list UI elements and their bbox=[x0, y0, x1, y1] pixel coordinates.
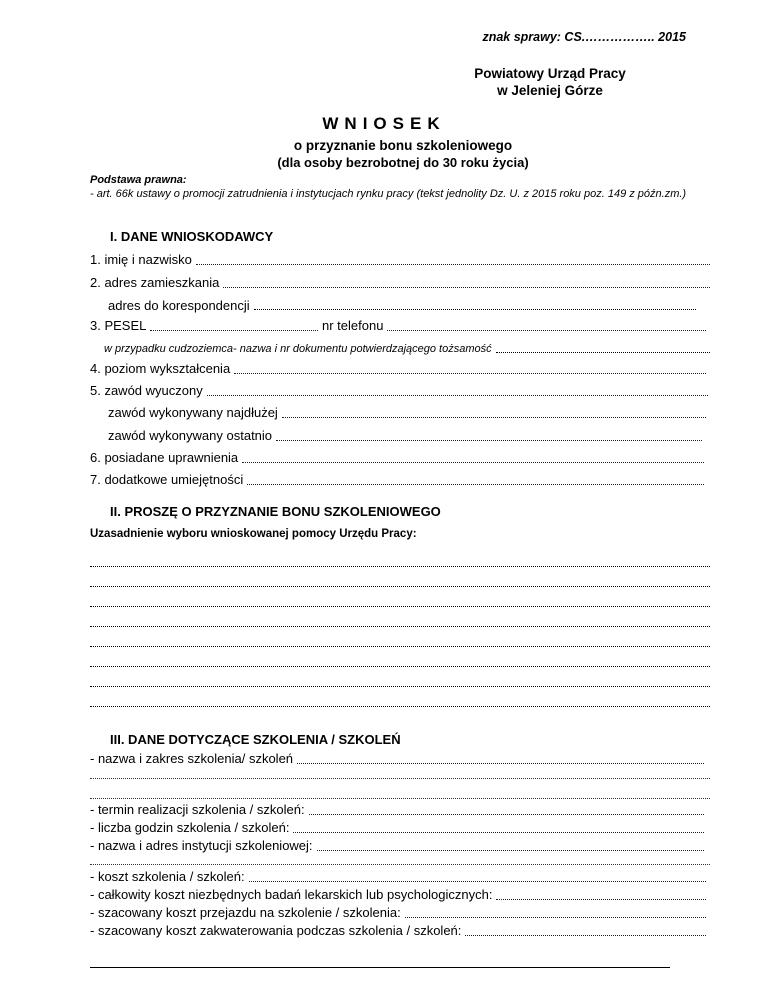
profession-field[interactable] bbox=[90, 383, 708, 399]
section-1-heading: I. DANE WNIOSKODAWCY bbox=[110, 229, 274, 244]
foreigner-id-label: w przypadku cudzoziemca- nazwa i nr dokumentu potwierdzającego tożsamość bbox=[104, 343, 492, 355]
footer-rule bbox=[90, 967, 670, 968]
training-name-label: - nazwa i zakres szkolenia/ szkoleń bbox=[90, 751, 294, 766]
legal-basis bbox=[90, 173, 715, 201]
office-line-1: Powiatowy Urząd Pracy bbox=[474, 66, 626, 81]
justification-line[interactable] bbox=[90, 706, 710, 707]
correspondence-field[interactable] bbox=[108, 298, 696, 314]
legal-basis-text: - art. 66k ustawy o promocji zatrudnienia i instytucjach rynku pracy (tekst jednolity Dz. U. z 2015 roku poz. 149 z późn.zm.) bbox=[90, 188, 687, 200]
form-subtitle: o przyznanie bonu szkoleniowego bbox=[293, 138, 513, 153]
last-job-field[interactable] bbox=[108, 428, 702, 444]
correspondence-label: adres do korespondencji bbox=[108, 298, 250, 313]
pesel-field[interactable] bbox=[90, 318, 318, 334]
justification-line[interactable] bbox=[90, 606, 710, 607]
lodging-cost-field[interactable] bbox=[90, 923, 706, 939]
pesel-label: 3. PESEL bbox=[90, 318, 147, 333]
cost-label: - koszt szkolenia / szkoleń: bbox=[90, 869, 245, 884]
office-name bbox=[430, 65, 670, 99]
training-name-line[interactable] bbox=[90, 778, 710, 779]
name-field[interactable] bbox=[90, 252, 710, 268]
education-field[interactable] bbox=[90, 361, 706, 377]
institution-field[interactable] bbox=[90, 838, 704, 854]
licenses-label: 6. posiadane uprawnienia bbox=[90, 450, 239, 465]
foreigner-id-field[interactable] bbox=[104, 341, 710, 357]
section-2-heading: II. PROSZĘ O PRZYZNANIE BONU SZKOLENIOWEGO bbox=[110, 504, 441, 519]
education-label: 4. poziom wykształcenia bbox=[90, 361, 231, 376]
address-field[interactable] bbox=[90, 275, 710, 291]
training-name-line[interactable] bbox=[90, 798, 710, 799]
legal-basis-label: Podstawa prawna: bbox=[90, 174, 187, 186]
last-job-label: zawód wykonywany ostatnio bbox=[108, 428, 273, 443]
medical-cost-field[interactable] bbox=[90, 887, 706, 903]
term-field[interactable] bbox=[90, 802, 704, 818]
form-title: WNIOSEK bbox=[322, 114, 446, 133]
cost-field[interactable] bbox=[90, 869, 706, 885]
phone-field[interactable] bbox=[322, 318, 706, 334]
justification-label: Uzasadnienie wyboru wnioskowanej pomocy Urzędu Pracy: bbox=[90, 528, 417, 540]
form-subtitle-target: (dla osoby bezrobotnej do 30 roku życia) bbox=[277, 155, 529, 170]
case-number: znak sprawy: CS.…………….. 2015 bbox=[482, 30, 686, 44]
section-3-heading: III. DANE DOTYCZĄCE SZKOLENIA / SZKOLEŃ bbox=[110, 732, 401, 747]
institution-label: - nazwa i adres instytucji szkoleniowej: bbox=[90, 838, 313, 853]
longest-job-label: zawód wykonywany najdłużej bbox=[108, 405, 278, 420]
hours-label: - liczba godzin szkolenia / szkoleń: bbox=[90, 820, 290, 835]
office-line-2: w Jeleniej Górze bbox=[497, 83, 603, 98]
licenses-field[interactable] bbox=[90, 450, 704, 466]
profession-label: 5. zawód wyuczony bbox=[90, 383, 203, 398]
travel-cost-field[interactable] bbox=[90, 905, 706, 921]
lodging-cost-label: - szacowany koszt zakwaterowania podczas szkolenia / szkoleń: bbox=[90, 923, 462, 938]
justification-line[interactable] bbox=[90, 566, 710, 567]
skills-field[interactable] bbox=[90, 472, 704, 488]
hours-field[interactable] bbox=[90, 820, 704, 836]
institution-line[interactable] bbox=[90, 864, 710, 865]
justification-line[interactable] bbox=[90, 686, 710, 687]
justification-line[interactable] bbox=[90, 586, 710, 587]
justification-line[interactable] bbox=[90, 666, 710, 667]
travel-cost-label: - szacowany koszt przejazdu na szkolenie / szkolenia: bbox=[90, 905, 401, 920]
phone-label: nr telefonu bbox=[322, 318, 384, 333]
justification-line[interactable] bbox=[90, 626, 710, 627]
training-name-field[interactable] bbox=[90, 751, 704, 767]
medical-cost-label: - całkowity koszt niezbędnych badań lekarskich lub psychologicznych: bbox=[90, 887, 493, 902]
skills-label: 7. dodatkowe umiejętności bbox=[90, 472, 244, 487]
name-label: 1. imię i nazwisko bbox=[90, 252, 192, 267]
term-label: - termin realizacji szkolenia / szkoleń: bbox=[90, 802, 305, 817]
address-label: 2. adres zamieszkania bbox=[90, 275, 220, 290]
longest-job-field[interactable] bbox=[108, 405, 706, 421]
justification-line[interactable] bbox=[90, 646, 710, 647]
